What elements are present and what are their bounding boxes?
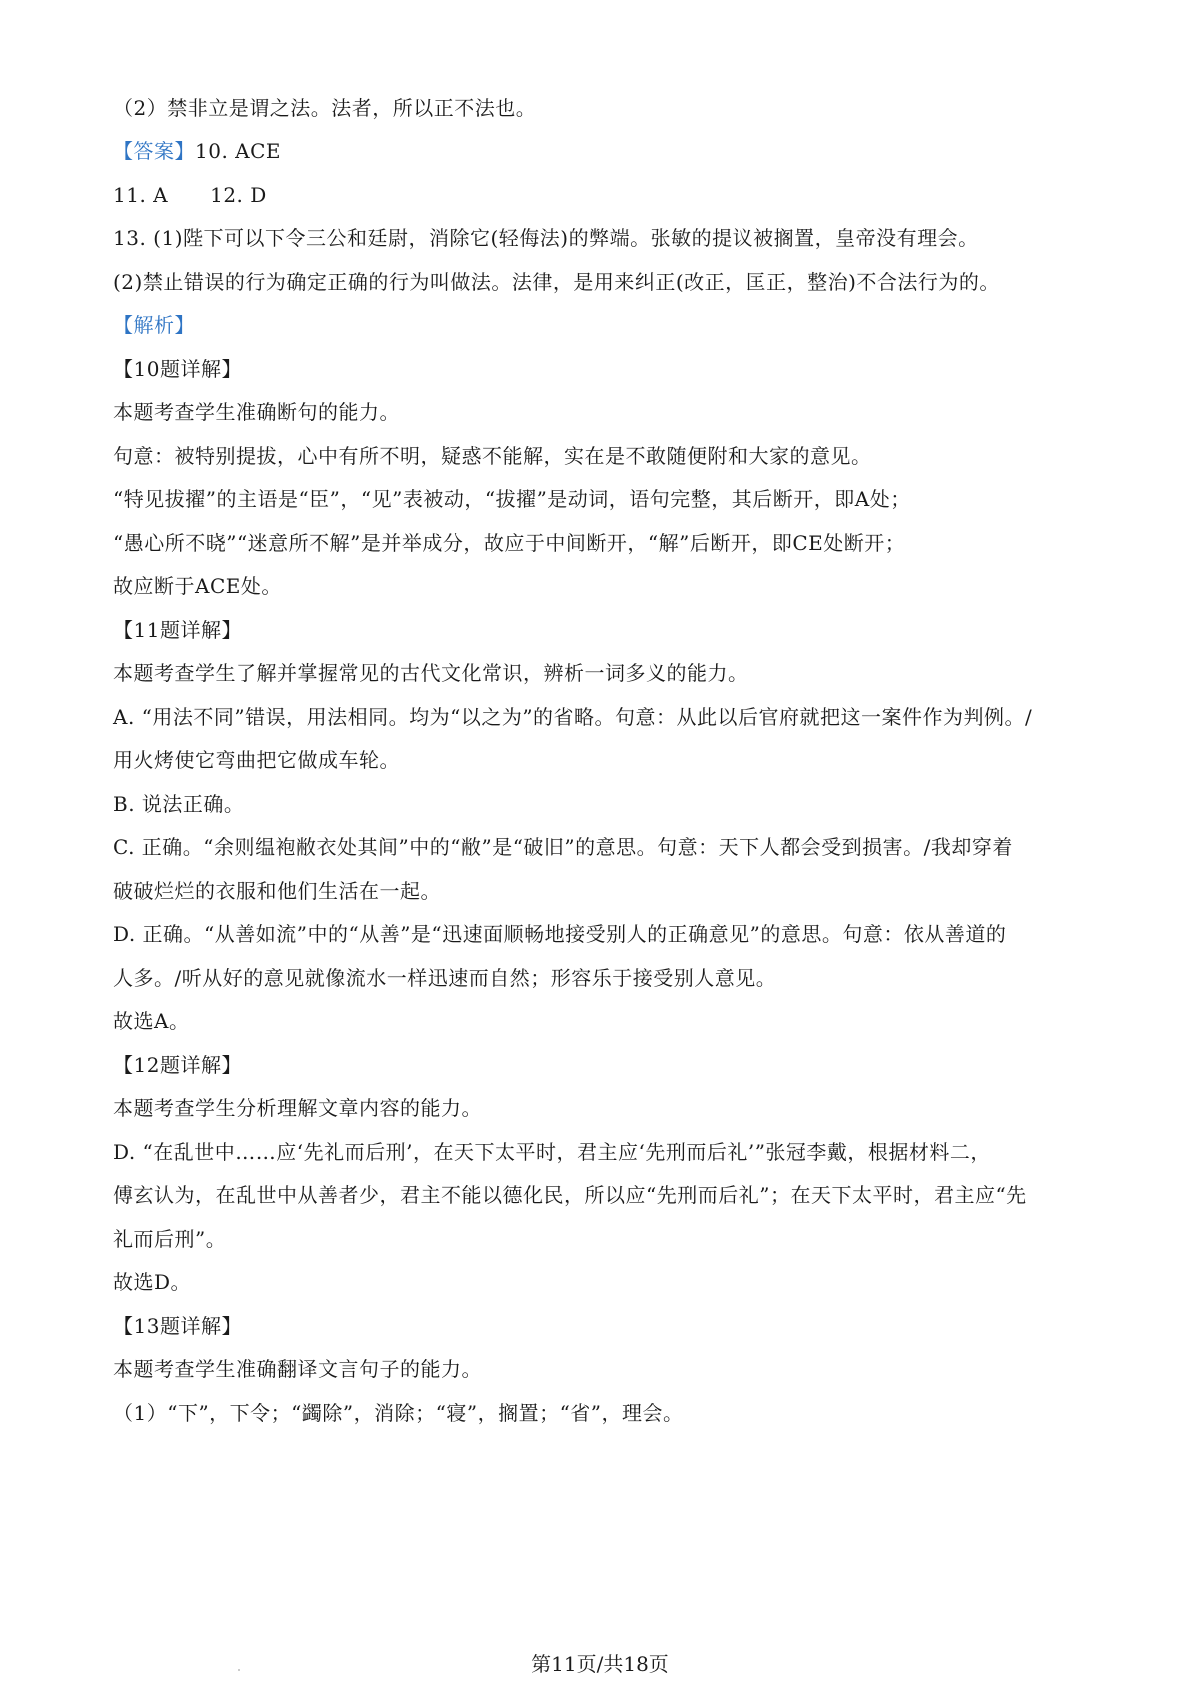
paragraph-line: 故应断于ACE处。 <box>113 574 282 598</box>
q13-heading: 【13题详解】 <box>113 1314 242 1338</box>
answer-10: 10. ACE <box>195 139 282 163</box>
paragraph-line: 句意：被特别提拔，心中有所不明，疑惑不能解，实在是不敢随便附和大家的意见。 <box>113 444 872 468</box>
paragraph-line: 人多。/听从好的意见就像流水一样迅速而自然；形容乐于接受别人意见。 <box>113 966 777 990</box>
answer-12: 12. D <box>210 183 267 207</box>
answer-13-1: 13. (1)陛下可以下令三公和廷尉，消除它(轻侮法)的弊端。张敏的提议被搁置，皇帝没有理会。 <box>113 226 979 250</box>
paragraph-line: A. “用法不同”错误，用法相同。均为“以之为”的省略。句意：从此以后官府就把这一案件作为判例。/ <box>113 705 1033 729</box>
paragraph-line: 礼而后刑”。 <box>113 1227 227 1251</box>
answer-label: 【答案】 <box>113 139 195 163</box>
paragraph-line: 本题考查学生准确断句的能力。 <box>113 400 400 424</box>
text: （2）禁非立是谓之法。法者，所以正不法也。 <box>113 96 537 120</box>
answer-line-11-12 <box>113 181 1103 209</box>
page-footer: 第11页/共18页 <box>531 1652 669 1676</box>
paragraph-line: “特见拔擢”的主语是“臣”，“见”表被动，“拔擢”是动词，语句完整，其后断开，即A处； <box>113 487 911 511</box>
q11-heading: 【11题详解】 <box>113 618 242 642</box>
paragraph-line: 破破烂烂的衣服和他们生活在一起。 <box>113 879 441 903</box>
paragraph-line: “愚心所不晓”“迷意所不解”是并举成分，故应于中间断开，“解”后断开，即CE处断开； <box>113 531 906 555</box>
q12-heading: 【12题详解】 <box>113 1053 242 1077</box>
answer-13-2: (2)禁止错误的行为确定正确的行为叫做法。法律，是用来纠正(改正，匡正，整治)不合法行为的。 <box>113 270 1000 294</box>
paragraph-line: C. 正确。“余则缊袍敝衣处其间”中的“敝”是“破旧”的意思。句意：天下人都会受到损害。/我却穿着 <box>113 835 1013 859</box>
analysis-label: 【解析】 <box>113 313 195 337</box>
paragraph-line: D. “在乱世中……应‘先礼而后刑’，在天下太平时，君主应‘先刑而后礼’”张冠李戴，根据材料二， <box>113 1140 991 1164</box>
paragraph-line: D. 正确。“从善如流”中的“从善”是“迅速面顺畅地接受别人的正确意见”的意思。句意：依从善道的 <box>113 922 1007 946</box>
paragraph-line: （1）“下”，下令；“蠲除”，消除；“寝”，搁置；“省”，理会。 <box>113 1401 684 1425</box>
answer-heading-line <box>113 137 1103 165</box>
paragraph-line: 本题考查学生准确翻译文言句子的能力。 <box>113 1357 482 1381</box>
paragraph-line: B. 说法正确。 <box>113 792 245 816</box>
answer-11: 11. A <box>113 183 169 207</box>
paragraph-line: 傅玄认为，在乱世中从善者少，君主不能以德化民，所以应“先刑而后礼”；在天下太平时，君主应“先 <box>113 1183 1027 1207</box>
paragraph-line: 本题考查学生了解并掌握常见的古代文化常识，辨析一词多义的能力。 <box>113 661 749 685</box>
paragraph-line: 用火烤使它弯曲把它做成车轮。 <box>113 748 400 772</box>
paragraph-line: 本题考查学生分析理解文章内容的能力。 <box>113 1096 482 1120</box>
answer-line-q2 <box>113 94 1103 122</box>
paragraph-line: 故选D。 <box>113 1270 192 1294</box>
q10-heading: 【10题详解】 <box>113 357 242 381</box>
paragraph-line: 故选A。 <box>113 1009 190 1033</box>
